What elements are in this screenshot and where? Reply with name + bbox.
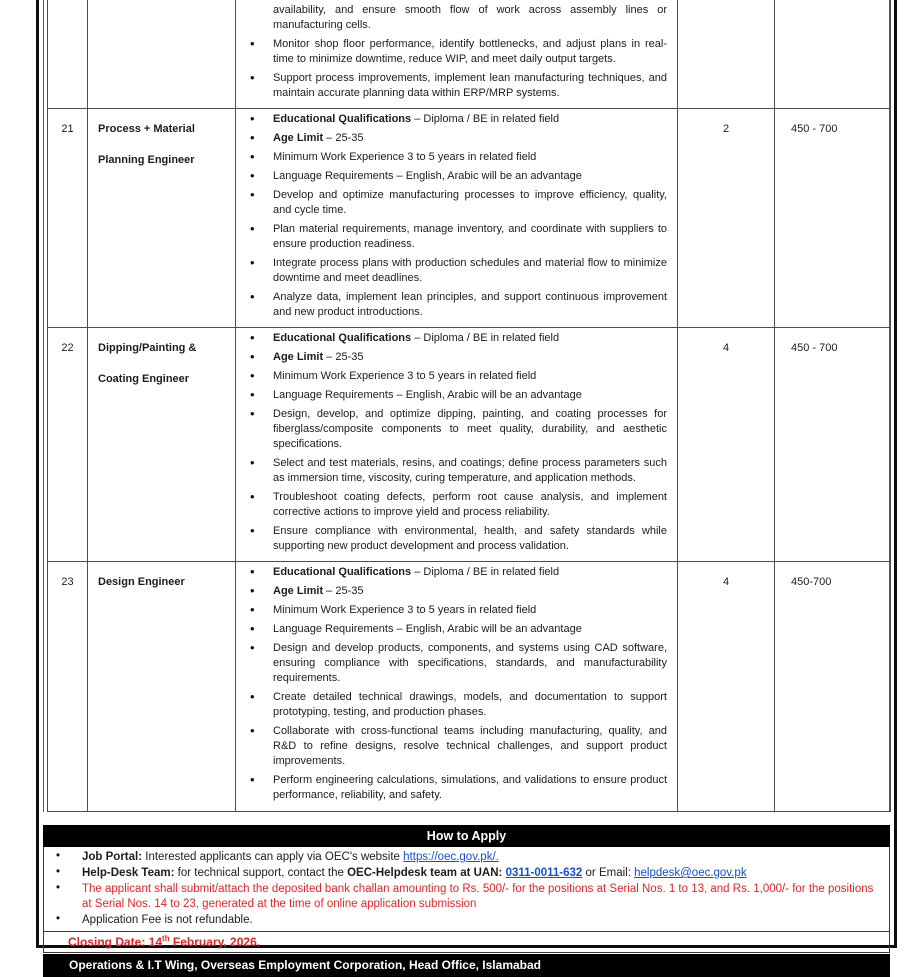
jobs-table-wrap	[43, 0, 890, 812]
salary-cell: 450-700	[775, 562, 891, 812]
closing-date-text	[68, 935, 260, 949]
text-segment: Application Fee is not refundable.	[82, 914, 253, 926]
text-segment: Design, develop, and optimize dipping, painting, and coating processes for fiberglass/composite components to meet quality, durability, and aesthetic specifications.	[273, 408, 667, 450]
text-segment: February, 2026.	[169, 935, 261, 949]
bullet-item	[236, 290, 667, 320]
text-segment: – 25-35	[323, 585, 364, 597]
bullet-item	[236, 169, 667, 184]
text-segment: The applicant shall submit/attach the deposited bank challan amounting to Rs. 500/- for the positions at Serial Nos. 1 to 13, and Rs. 1,000/- for the positions at Serial Nos. 14 to 23, generated at the time of online application submission	[82, 883, 874, 910]
position-title-line: Planning Engineer	[98, 154, 195, 166]
text-segment: Help-Desk Team:	[82, 867, 175, 879]
bullet-item	[236, 222, 667, 252]
text-segment: Select and test materials, resins, and coatings; define process parameters such as immersion time, viscosity, curing temperature, and application methods.	[273, 457, 667, 484]
text-segment: th	[162, 934, 170, 943]
text-segment: Collaborate with cross-functional teams including manufacturing, quality, and R&D to refine designs, resolve technical challenges, and support product improvements.	[273, 725, 667, 767]
how-to-apply-header: How to Apply	[43, 825, 890, 847]
serial-cell: 21	[48, 109, 88, 328]
text-segment: Interested applicants can apply via OEC's website	[142, 851, 404, 863]
text-segment: – Diploma / BE in related field	[411, 332, 560, 344]
bullet-item	[236, 369, 667, 384]
document-page	[36, 0, 897, 972]
text-segment: Develop and optimize manufacturing processes to improve efficiency, quality, and cycle time.	[273, 189, 667, 216]
text-segment: Integrate process plans with production schedules and material flow to minimize downtime and meet deadlines.	[273, 257, 667, 284]
salary-cell: 450 - 700	[775, 109, 891, 328]
table-row-22	[48, 328, 891, 562]
continued-text: availability, and ensure smooth flow of work across assembly lines or manufacturing cells.	[273, 4, 667, 31]
details-cell	[236, 109, 678, 328]
text-segment: – Diploma / BE in related field	[411, 113, 560, 125]
text-segment: Design and develop products, components, and systems using CAD software, ensuring compliance with specifications, standards, and manufacturability requirements.	[273, 642, 667, 684]
bullet-item	[236, 150, 667, 165]
details-bullet-list	[236, 112, 667, 320]
position-title-cell	[88, 109, 236, 328]
bullet-item	[236, 331, 667, 346]
text-segment: – 25-35	[323, 351, 364, 363]
text-segment: for technical support, contact the	[174, 867, 348, 879]
bullet-item	[236, 584, 667, 599]
how-to-apply-item	[44, 882, 881, 912]
bullet-item	[236, 131, 667, 146]
count-cell: 2	[678, 109, 775, 328]
helpdesk-email-link[interactable]: helpdesk@oec.gov.pk	[634, 867, 747, 879]
text-segment: – Diploma / BE in related field	[411, 566, 560, 578]
text-segment: Language Requirements – English, Arabic will be an advantage	[273, 389, 582, 401]
count-cell: 4	[678, 562, 775, 812]
table-row-partial	[48, 0, 891, 109]
text-segment: Analyze data, implement lean principles, and support continuous improvement and new product introductions.	[273, 291, 667, 318]
text-segment: Minimum Work Experience 3 to 5 years in related field	[273, 151, 537, 163]
bullet-item	[236, 724, 667, 769]
bullet-item	[236, 603, 667, 618]
text-segment: or Email:	[582, 867, 635, 879]
position-title-cell	[88, 562, 236, 812]
text-segment: Plan material requirements, manage inventory, and coordinate with suppliers to ensure production readiness.	[273, 223, 667, 250]
how-to-apply-item	[44, 913, 881, 928]
text-segment: Troubleshoot coating defects, perform root cause analysis, and implement corrective actions to improve yield and process reliability.	[273, 491, 667, 518]
salary-cell: 450 - 700	[775, 328, 891, 562]
bullet-item	[236, 641, 667, 686]
text-segment: Educational Qualifications	[273, 113, 412, 125]
text-segment: OEC-Helpdesk team at UAN:	[347, 867, 503, 879]
how-to-apply-item	[44, 866, 881, 881]
bullet-item	[236, 456, 667, 486]
text-segment: Minimum Work Experience 3 to 5 years in related field	[273, 370, 537, 382]
text-segment: – 25-35	[323, 132, 364, 144]
serial-cell: 22	[48, 328, 88, 562]
position-title-cell	[88, 0, 236, 109]
bullet-item	[236, 565, 667, 580]
closing-date-row	[43, 932, 890, 953]
text-segment: Job Portal:	[82, 851, 143, 863]
bullet-item	[236, 112, 667, 127]
text-segment: Create detailed technical drawings, models, and documentation to support prototyping, testing, and production phases.	[273, 691, 667, 718]
text-segment: Monitor shop floor performance, identify bottlenecks, and adjust plans in real-time to minimize downtime, reduce WIP, and meet daily output targets.	[273, 38, 667, 65]
bullet-item	[236, 524, 667, 554]
details-cell	[236, 562, 678, 812]
salary-cell	[775, 0, 891, 109]
details-cell	[236, 0, 678, 109]
table-row-21	[48, 109, 891, 328]
position-title-line: Design Engineer	[98, 576, 185, 588]
text-segment: Age Limit	[273, 585, 324, 597]
text-segment: Ensure compliance with environmental, health, and safety standards while supporting new product development and process validation.	[273, 525, 667, 552]
bullet-item	[236, 71, 667, 101]
bullet-item	[236, 773, 667, 803]
bullet-item	[236, 690, 667, 720]
table-row-23	[48, 562, 891, 812]
uan-phone-link[interactable]: 0311-0011-632	[505, 867, 583, 879]
text-segment: Age Limit	[273, 351, 324, 363]
bullet-item	[236, 37, 667, 67]
how-to-apply-box	[43, 847, 890, 932]
text-segment: Minimum Work Experience 3 to 5 years in related field	[273, 604, 537, 616]
text-segment: Support process improvements, implement lean manufacturing techniques, and maintain accurate planning data within ERP/MRP systems.	[273, 72, 667, 99]
text-segment: Age Limit	[273, 132, 324, 144]
position-title-line: Coating Engineer	[98, 373, 190, 385]
bullet-item	[236, 622, 667, 637]
bullet-item	[236, 490, 667, 520]
jobs-table	[47, 0, 891, 812]
position-title-cell	[88, 328, 236, 562]
oec-website-link[interactable]: https://oec.gov.pk/.	[403, 851, 499, 863]
text-segment: Language Requirements – English, Arabic will be an advantage	[273, 170, 582, 182]
text-segment: Closing Date: 14	[68, 935, 163, 949]
bullet-item	[236, 256, 667, 286]
bullet-item	[236, 388, 667, 403]
text-segment: Educational Qualifications	[273, 566, 412, 578]
bullet-item	[236, 350, 667, 365]
how-to-apply-item	[44, 850, 881, 865]
footer-bar: Operations & I.T Wing, Overseas Employment Corporation, Head Office, Islamabad	[43, 954, 890, 977]
serial-cell	[48, 0, 88, 109]
text-segment: Educational Qualifications	[273, 332, 412, 344]
count-cell: 4	[678, 328, 775, 562]
details-cell	[236, 328, 678, 562]
position-title-line: Dipping/Painting &	[98, 342, 197, 354]
details-bullet-list	[236, 3, 667, 101]
details-bullet-list	[236, 565, 667, 803]
details-bullet-list	[236, 331, 667, 554]
position-title-line: Process + Material	[98, 123, 195, 135]
serial-cell: 23	[48, 562, 88, 812]
text-segment: Language Requirements – English, Arabic will be an advantage	[273, 623, 582, 635]
bullet-item	[236, 407, 667, 452]
bullet-item	[236, 188, 667, 218]
count-cell	[678, 0, 775, 109]
text-segment: Perform engineering calculations, simulations, and validations to ensure product performance, reliability, and safety.	[273, 774, 667, 801]
